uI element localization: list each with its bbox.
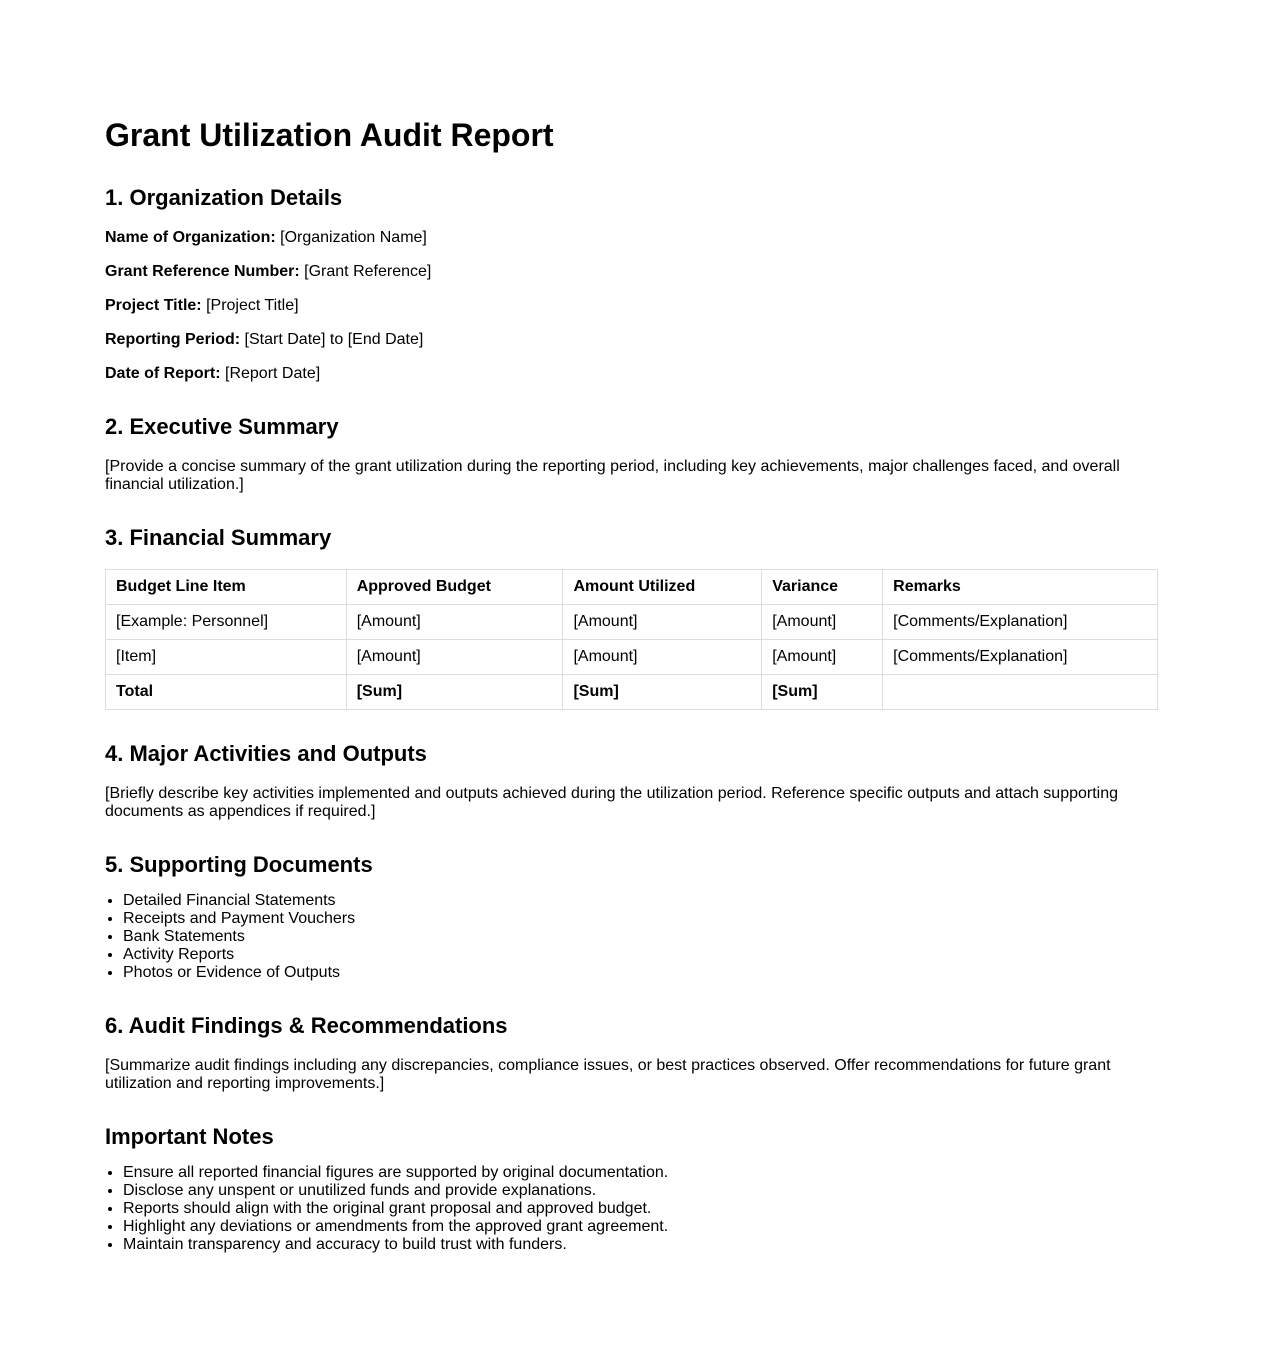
- table-cell: [Sum]: [762, 675, 883, 710]
- table-row: [106, 605, 1158, 640]
- table-cell: [883, 675, 1158, 710]
- field-grant-reference: [105, 263, 1158, 281]
- field-date-of-report: [105, 365, 1158, 383]
- section-heading-executive-summary: 2. Executive Summary: [105, 414, 339, 439]
- table-cell: [Amount]: [563, 640, 762, 675]
- table-cell: [Amount]: [762, 640, 883, 675]
- table-cell: [Amount]: [762, 605, 883, 640]
- audit-findings-text: [Summarize audit findings including any discrepancies, compliance issues, or best practices observed. Offer recommendations for future grant utilization and reporting improvements.]: [105, 1057, 1111, 1092]
- section-heading-audit-findings: 6. Audit Findings & Recommendations: [105, 1013, 508, 1038]
- table-row: [106, 640, 1158, 675]
- column-header: Remarks: [883, 570, 1158, 605]
- table-cell: [Amount]: [346, 605, 563, 640]
- column-header: Amount Utilized: [563, 570, 762, 605]
- column-header: Approved Budget: [346, 570, 563, 605]
- list-item: • Photos or Evidence of Outputs: [123, 964, 1158, 982]
- field-value: [Start Date] to [End Date]: [240, 331, 424, 348]
- section-heading-important-notes: Important Notes: [105, 1124, 274, 1149]
- table-cell: [Amount]: [563, 605, 762, 640]
- section-heading-major-activities: 4. Major Activities and Outputs: [105, 741, 427, 766]
- list-item: • Bank Statements: [123, 928, 1158, 946]
- table-total-row: [106, 675, 1158, 710]
- executive-summary-text: [Provide a concise summary of the grant utilization during the reporting period, including key achievements, major challenges faced, and overall financial utilization.]: [105, 458, 1120, 493]
- field-label: Project Title:: [105, 297, 202, 314]
- field-label: Name of Organization:: [105, 229, 276, 246]
- table-cell: [Comments/Explanation]: [883, 605, 1158, 640]
- section-heading-organization-details: 1. Organization Details: [105, 185, 343, 210]
- field-organization-name: [105, 229, 1158, 247]
- field-reporting-period: [105, 331, 1158, 349]
- table-cell: [Comments/Explanation]: [883, 640, 1158, 675]
- important-notes-list: [105, 1164, 1158, 1254]
- list-item: • Detailed Financial Statements: [123, 892, 1158, 910]
- field-label: Reporting Period:: [105, 331, 241, 348]
- field-value: [Project Title]: [201, 297, 299, 314]
- column-header: Budget Line Item: [106, 570, 347, 605]
- field-value: [Report Date]: [220, 365, 321, 382]
- section-heading-supporting-documents: 5. Supporting Documents: [105, 852, 373, 877]
- list-item: • Highlight any deviations or amendments from the approved grant agreement.: [123, 1218, 1158, 1236]
- table-cell: Total: [106, 675, 347, 710]
- field-value: [Grant Reference]: [299, 263, 432, 280]
- field-value: [Organization Name]: [275, 229, 427, 246]
- financial-summary-table: [105, 569, 1158, 710]
- field-label: Date of Report:: [105, 365, 221, 382]
- list-item: • Ensure all reported financial figures are supported by original documentation.: [123, 1164, 1158, 1182]
- supporting-documents-list: [105, 892, 1158, 982]
- organization-details-fields: [105, 229, 1158, 383]
- list-item: • Maintain transparency and accuracy to build trust with funders.: [123, 1236, 1158, 1254]
- column-header: Variance: [762, 570, 883, 605]
- field-label: Grant Reference Number:: [105, 263, 300, 280]
- section-heading-financial-summary: 3. Financial Summary: [105, 525, 332, 550]
- field-project-title: [105, 297, 1158, 315]
- list-item: • Receipts and Payment Vouchers: [123, 910, 1158, 928]
- table-header-row: [106, 570, 1158, 605]
- table-cell: [Sum]: [563, 675, 762, 710]
- major-activities-text: [Briefly describe key activities implemented and outputs achieved during the utilization period. Reference specific outputs and attach supporting documents as appendices if required.]: [105, 785, 1119, 820]
- list-item: • Activity Reports: [123, 946, 1158, 964]
- table-cell: [Sum]: [346, 675, 563, 710]
- table-cell: [Item]: [106, 640, 347, 675]
- table-cell: [Example: Personnel]: [106, 605, 347, 640]
- financial-summary-table-wrap: [105, 569, 1158, 710]
- list-item: • Reports should align with the original grant proposal and approved budget.: [123, 1200, 1158, 1218]
- list-item: • Disclose any unspent or unutilized funds and provide explanations.: [123, 1182, 1158, 1200]
- page-title: Grant Utilization Audit Report: [105, 117, 554, 153]
- table-cell: [Amount]: [346, 640, 563, 675]
